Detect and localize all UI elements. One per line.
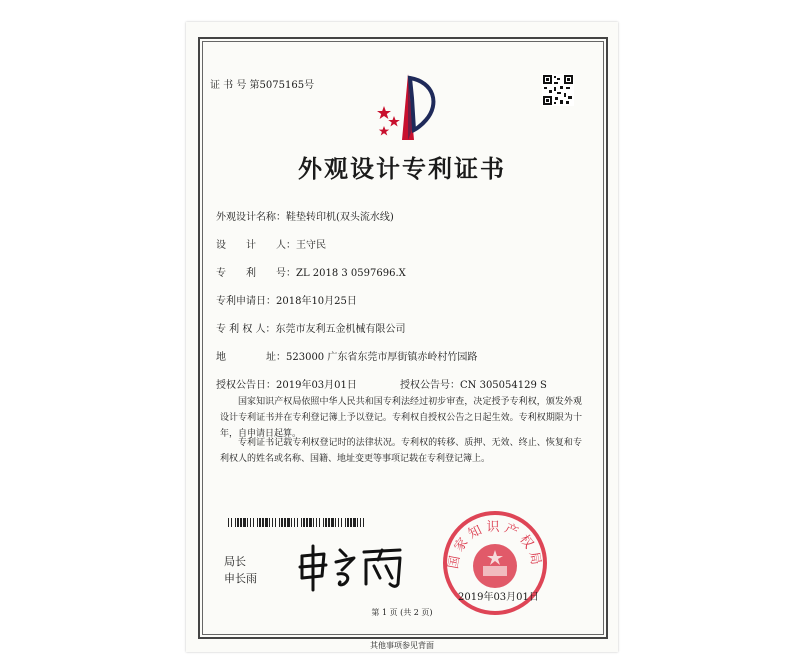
handwritten-signature-icon — [294, 534, 414, 594]
designer-value: 王守民 — [296, 240, 326, 251]
cnipa-emblem-icon — [374, 70, 444, 152]
grant-date-label: 授权公告日： — [216, 380, 276, 391]
director-label: 局长 — [224, 555, 246, 568]
application-date-label: 专利申请日： — [216, 296, 276, 307]
design-name-label: 外观设计名称： — [216, 212, 286, 223]
qr-code-icon — [542, 74, 574, 106]
field-address — [216, 348, 477, 363]
field-grant-date — [216, 376, 357, 391]
field-designer — [216, 236, 326, 251]
statement-paragraph-1: 国家知识产权局依照中华人民共和国专利法经过初步审查，决定授予专利权，颁发外观设计专利证书并在专利登记簿上予以登记。专利权自授权公告之日起生效。专利权期限为十年，自申请日起算。 — [220, 397, 582, 439]
patent-number-label: 专 利 号： — [216, 268, 296, 279]
seal-date: 2019年03月01日 — [458, 592, 539, 603]
grant-date-value: 2019年03月01日 — [276, 380, 357, 391]
certificate-number: 证 书 号 第5075165号 — [210, 80, 315, 91]
patentee-label: 专 利 权 人： — [216, 324, 276, 335]
field-design-name — [216, 208, 394, 223]
certificate-page — [186, 22, 618, 652]
patentee-value: 东莞市友利五金机械有限公司 — [275, 324, 406, 335]
design-name-value: 鞋垫转印机(双头流水线) — [286, 212, 394, 223]
publication-number-value: CN 305054129 S — [460, 380, 547, 391]
field-application-date — [216, 292, 357, 307]
footer-note: 其他事项参见背面 — [370, 641, 434, 650]
patent-number-value: ZL 2018 3 0597696.X — [296, 268, 406, 279]
application-date-value: 2018年10月25日 — [276, 296, 357, 307]
designer-label: 设 计 人： — [216, 240, 296, 251]
director-name: 申长雨 — [224, 572, 257, 585]
publication-number-label: 授权公告号： — [400, 380, 460, 391]
barcode-icon — [228, 518, 368, 527]
field-patentee — [216, 320, 406, 335]
statement-paragraph-2: 专利证书记载专利权登记时的法律状况。专利权的转移、质押、无效、终止、恢复和专利权人的姓名或名称、国籍、地址变更等事项记载在专利登记簿上。 — [220, 438, 582, 464]
field-publication-number — [400, 376, 547, 391]
field-patent-number — [216, 264, 406, 279]
certificate-title: 外观设计专利证书 — [298, 154, 506, 183]
page-number: 第 1 页 (共 2 页) — [371, 608, 433, 617]
address-value: 523000 广东省东莞市厚街镇赤岭村竹园路 — [286, 352, 478, 363]
seal-text: 国家知识产权局 — [446, 520, 544, 571]
address-label: 地 址： — [216, 352, 286, 363]
